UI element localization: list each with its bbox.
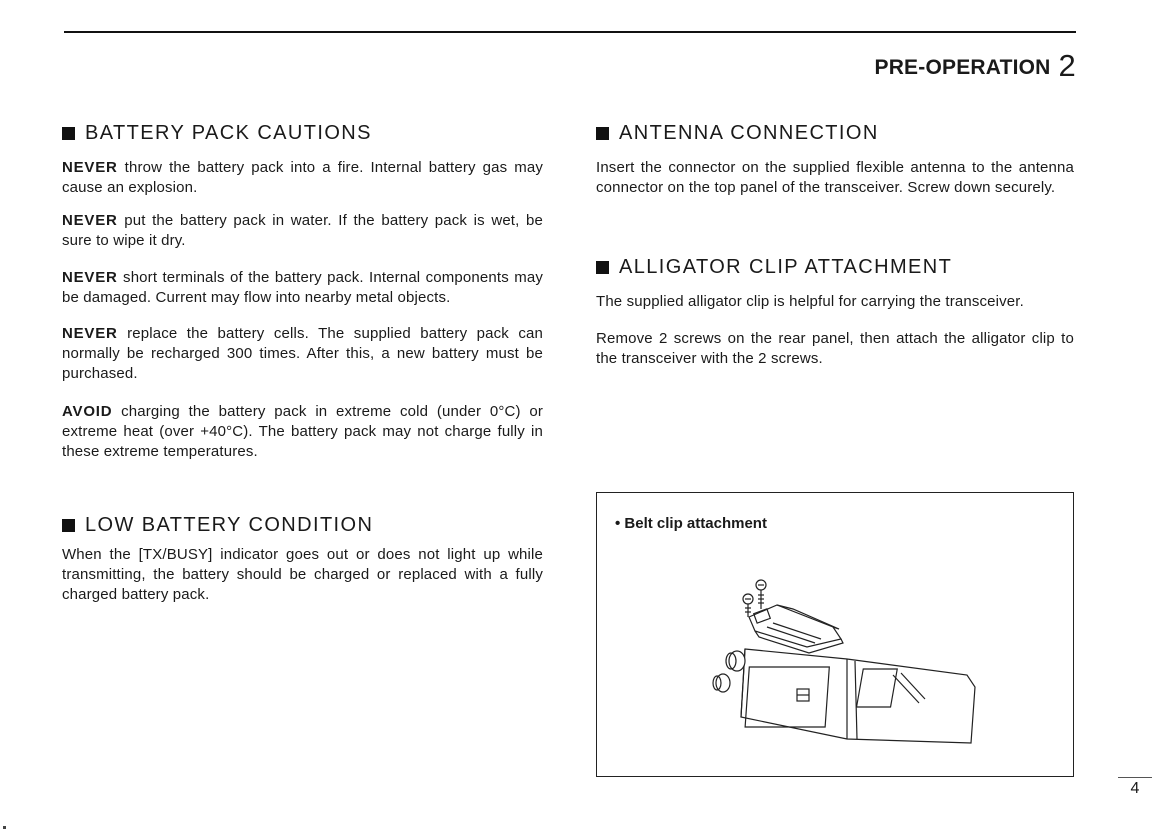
chapter-number: 2	[1058, 48, 1076, 83]
caution-paragraph: NEVER put the battery pack in water. If the battery pack is wet, be sure to wipe it dry.	[62, 212, 543, 249]
antenna-heading: ANTENNA CONNECTION	[596, 122, 1074, 145]
screw-icon	[756, 580, 766, 609]
battery-cautions-heading: BATTERY PACK CAUTIONS	[62, 122, 543, 145]
square-bullet-icon	[596, 127, 609, 140]
clip-paragraph: The supplied alligator clip is helpful for carrying the transceiver.	[596, 293, 1024, 310]
caution-paragraph: NEVER throw the battery pack into a fire. Internal battery gas may cause an explosion.	[62, 159, 543, 196]
screw-icon	[743, 594, 753, 617]
caution-paragraph: NEVER short terminals of the battery pack. Internal components may be damaged. Current may flow into nearby metal objects.	[62, 269, 543, 306]
right-column	[596, 122, 1074, 369]
knob-icon	[713, 651, 745, 692]
figure-caption: • Belt clip attachment	[615, 515, 767, 532]
caution-paragraph: NEVER replace the battery cells. The supplied battery pack can normally be recharged 300 times. After this, a new battery must be purchased.	[62, 325, 543, 382]
transceiver-body-icon	[741, 649, 975, 743]
caution-paragraph: AVOID charging the battery pack in extreme cold (under 0°C) or extreme heat (over +40°C). The battery pack may not charge fully in these extreme temperatures.	[62, 403, 543, 460]
square-bullet-icon	[596, 261, 609, 274]
clip-instruction-paragraph: Remove 2 screws on the rear panel, then attach the alligator clip to the transceiver with the 2 screws.	[596, 330, 1074, 367]
section-title: PRE-OPERATION	[874, 56, 1051, 79]
page-header	[874, 46, 1076, 82]
antenna-paragraph: Insert the connector on the supplied flexible antenna to the antenna connector on the top panel of the transceiver. Screw down securely.	[596, 159, 1074, 196]
left-column	[62, 122, 543, 605]
square-bullet-icon	[62, 127, 75, 140]
low-battery-heading: LOW BATTERY CONDITION	[62, 514, 543, 537]
alligator-clip-icon	[749, 605, 843, 653]
belt-clip-figure	[596, 492, 1074, 777]
header-rule	[64, 31, 1076, 33]
low-battery-paragraph: When the [TX/BUSY] indicator goes out or does not light up while transmitting, the battery should be charged or replaced with a fully charged battery pack.	[62, 546, 543, 603]
square-bullet-icon	[62, 519, 75, 532]
page-number: 4	[1118, 777, 1152, 798]
transceiver-illustration	[697, 557, 987, 747]
clip-heading: ALLIGATOR CLIP ATTACHMENT	[596, 256, 1074, 279]
